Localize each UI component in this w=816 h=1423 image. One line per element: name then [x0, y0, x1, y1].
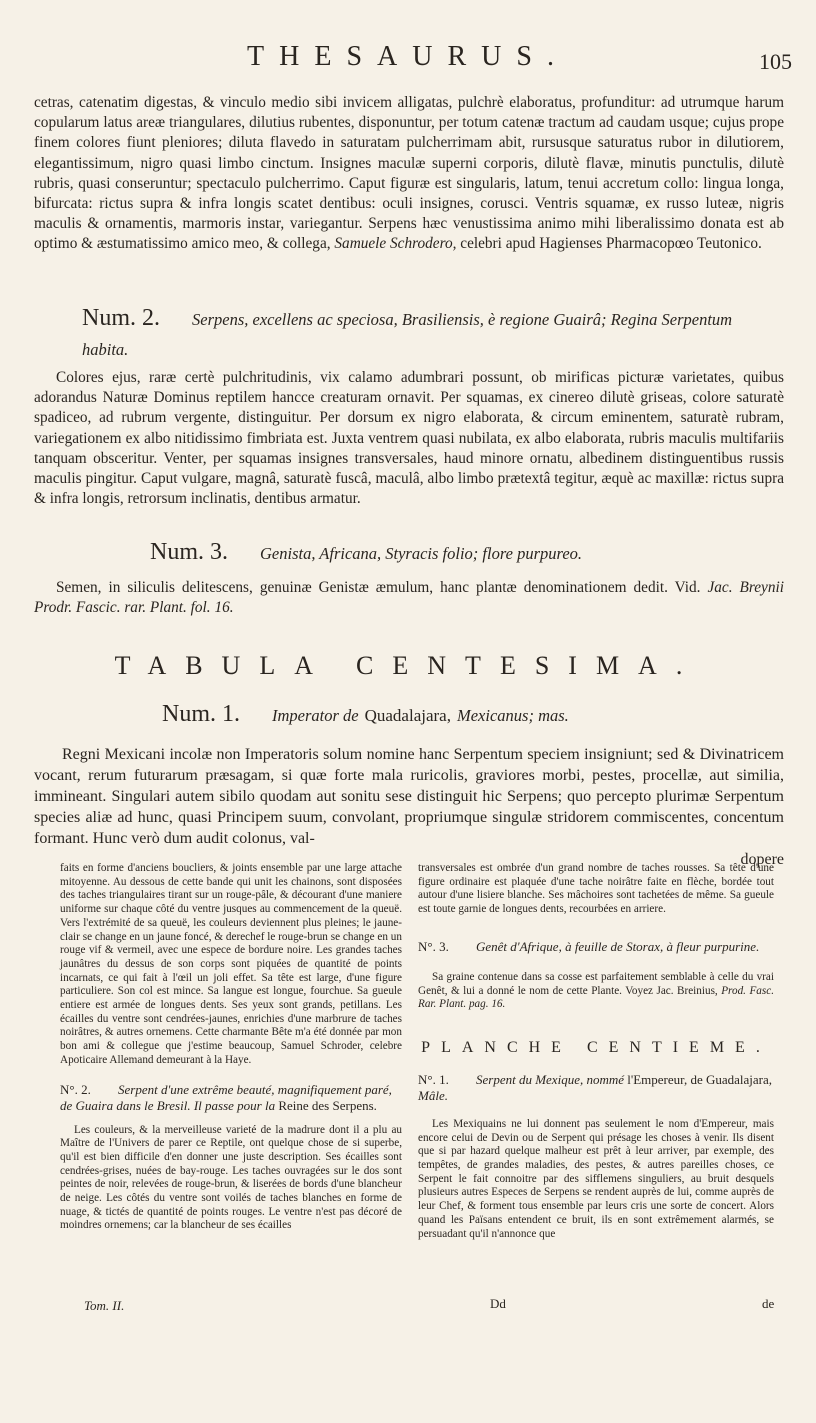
french-left-text1: faits en forme d'anciens boucliers, & joints ensemble par une large attache mitoyenne. Au dessous de cette bande qui unit les chainons, sont disposées des taches triangulaires tirant sur un rouge-pâle, & décourant d'une maniere uniforme sur chaque côté du ventre jusques au commencement de la queuë. Vers l'extrémité de sa queuë, les couleurs deviennent plus pleines; le jaune-clair se change en un jaune foncé, & derechef le rouge-brun se change en un rouge vif & vermeil, avec une espece de bordure noire. Les grandes taches jaunâtres du dessus de son corps sont piquées de quantité de points incarnats, ce qui fait à l'œil un joli effet. Sa tête est large, d'une figure particuliere. Son col est mince. Sa langue est longue, fourchue. Sa gueule entiere est armée de longues dents. Ses yeux sont grands, petillans. Les écailles du ventre sont cendrées-jaunes, enrichies d'une marbrure de taches noirâtres, & autres ornemens. Cette charmante Bête m'a été donnée par mon bon ami & collegue que j'estime beaucoup, Samuel Schroder, celebre Apoticaire Allemand demeurant à la Haye.	[60, 862, 402, 1066]
tabula-title: TABULA CENTESIMA.	[114, 651, 702, 680]
french-n1-title-d: Mâle.	[418, 1087, 448, 1103]
french-n2-title-a: Serpent d'une extrême beauté, magnifiquement paré, de Guaira dans le Bresil. Il passe pour la	[60, 1081, 392, 1113]
num3-heading	[150, 538, 790, 568]
volume-mark: Tom. II.	[84, 1298, 125, 1313]
tabula-num1-title-a: Imperator de	[272, 706, 359, 725]
french-n2-label: N°. 2.	[60, 1081, 91, 1097]
latin-intro-signature: Samuele Schrodero,	[334, 235, 457, 253]
tabula-paragraph	[34, 744, 784, 870]
planche-title: PLANCHE CENTIEME.	[421, 1038, 771, 1056]
tabula-catchword: dopere	[740, 851, 784, 868]
latin-intro-tail: celebri apud Hagienses Pharmacopœo Teutonico.	[460, 235, 762, 253]
num3-paragraph	[34, 578, 784, 618]
french-n3-label: N°. 3.	[418, 938, 449, 954]
tabula-text: Regni Mexicani incolæ non Imperatoris solum nomine hanc Serpentum speciem insigniunt; sed & Divinatricem vocant, rerum futurarum præsagam, si quæ forte mala ruricolis, graviores morbi, pestes, procellæ, aut similia, immineant. Singulari autem sibilo quodam aut sonitu sese distinguit hic Serpens; quo percepto plurimæ Serpentum species aliæ ad hunc, quasi Principem suum, convolant, propriumque singulæ stridorem commiscentes, concentum formant. Hunc verò dum audit colonus, val-	[34, 746, 784, 847]
french-n1-title-a: Serpent du Mexique, nommé	[476, 1071, 625, 1087]
num2-title: Serpens, excellens ac speciosa, Brasiliensis, è regione Guairâ; Regina Serpentum habita.	[82, 310, 733, 359]
french-left-column	[60, 862, 402, 1233]
french-n3-heading	[418, 939, 774, 955]
french-n1-title-b: l'Empereur,	[627, 1071, 688, 1087]
num3-reference: Jac. Breynii Prodr. Fascic. rar. Plant. fol. 16.	[34, 579, 784, 617]
tabula-num1-label: Num. 1.	[162, 701, 240, 727]
french-n1-heading	[418, 1072, 774, 1104]
latin-intro-text: cetras, catenatim digestas, & vinculo medio sibi invicem alligatas, pulchrè elaboratus, profunditur: ad utrumque harum copularum latus areæ triangulares, dilutius rubentes, disponuntur, per totum catenæ tractum ad caudam usque; cujus prope finem colores fiunt pleniores; diluta flavedo in saturatam pulcherrimam abit, rursusque saturatus rubor in dilutiorem, elegantissimum, nigro quasi limbo cinctum. Insignes maculæ superni corporis, dilutè flavæ, minutis punctulis, dilutè rubris, quasi conseruntur; spectaculo pulcherrimo. Caput figuræ est singularis, latum, tenui accretum collo: lingua longa, bifurcata: rictus supra & infra longis scatet dentibus: oculi insignes, corusci. Ventris squamæ, ex russo luteæ, nigris maculis & ornamentis, marmoris instar, variegantur. Serpens hæc venustissima animo mihi liberalissimo donata est ab optimo & æstumatissimo amico meo, & collega,	[34, 94, 784, 253]
french-right-text1: transversales est ombrée d'un grand nombre de taches rousses. Sa tête d'une figure ordinaire est plaquée d'une tache noirâtre faite en flèche, bordée tout autour d'une lisiere blanche. Ses mâchoires sont tachetées de même. Sa gueule est toute garnie de longues dents, recourbées en arriere.	[418, 862, 774, 916]
running-head-title: THESAURUS.	[247, 41, 569, 72]
french-right-column	[418, 862, 774, 1241]
french-n3-title: Genêt d'Afrique, à feuille de Storax, à fleur purpurine.	[476, 938, 760, 954]
latin-intro-paragraph	[34, 93, 784, 255]
num2-text: Colores ejus, raræ certè pulchritudinis, vix calamo adumbrari possunt, ob mirificas picturæ varietates, quibus adorandus Naturæ Dominus reptilem hancce creaturam ornavit. Per squamas, ex cinereo dilutè griseas, colore saturatè spadiceo, ad rubrum vergente, distinguitur. Per dorsum ex nigro elaborata, & circum eminentem, saturatè rubram, variegationem ex albo nitidissimo fimbriata est. Juxta ventrem quasi nubilata, ex albo elaborata, rubris maculis multifariis tanquam obsceritur. Venter, per squamas insignes transversales, haud minore ornatu, albedinem distinguentibus russis maculis pingitur. Caput vulgare, magnâ, saturatè fuscâ, maculâ, albo limbo prætextâ tegitur, æquè ac maxillæ: rictus supra & infra longis, retrorsum inclinatis, dentibus armatur.	[34, 369, 784, 508]
french-n1-label: N°. 1.	[418, 1071, 449, 1087]
num2-label: Num. 2.	[82, 305, 160, 331]
num2-heading	[82, 304, 742, 364]
french-left-text2: Les couleurs, & la merveilleuse varieté de la madrure dont il a plu au Maître de l'Univers de parer ce Reptile, ont quelque chose de si superbe, qu'il est bien difficile d'en donner une juste description. Ses écailles sont cendrées-grises, nuées de bay-rouge. Les taches ouvragées sur le dos sont peintes de noir, relevées de rouge-brun, & liserées de bords d'une blancheur de neige. Les côtés du ventre sont voilés de taches blanches en forme de nuage, & tictés de quantité de points rouges. Le ventre n'est pas décoré de moindres ornemens; car la blancheur de ses écailles	[60, 1123, 402, 1232]
signature-mark: Dd	[490, 1296, 506, 1311]
tabula-num1-title-b: Quadalajara,	[364, 706, 451, 725]
french-n3-reference: Prod. Fasc. Rar. Plant. pag. 16.	[418, 984, 774, 1011]
num3-text: Semen, in siliculis delitescens, genuinæ Genistæ æmulum, hanc plantæ denominationem dedit. Vid.	[56, 579, 701, 596]
french-n1-title-c: de Guadalajara,	[690, 1071, 773, 1087]
num3-label: Num. 3.	[150, 539, 228, 565]
tabula-num1-title-c: Mexicanus; mas.	[456, 706, 569, 725]
num2-paragraph	[34, 368, 784, 509]
footer-catchword: de	[762, 1296, 775, 1311]
num3-title: Genista, Africana, Styracis folio; flore purpureo.	[260, 544, 583, 563]
french-right-text3: Les Mexiquains ne lui donnent pas seulement le nom d'Empereur, mais encore celui de Devin ou de Serpent qui présage les choses à venir. Ils disent que si par hazard quelque malheur est prêt à leur arriver, par exemple, des tempêtes, de grandes maladies, des pestes, & autres pareilles choses, ce Serpent le fait connoitre par des sifflemens singuliers, au bruit desquels plusieurs autres Especes de Serpens se rendent auprès de lui, comme auprès de leur Chef, & forment tous ensemble par leurs cris une sorte de concert. Alors quand les Païsans entendent ce bruit, ils en sont extrêmement alarmés, se persuadant qu'il n'annonce que	[418, 1117, 774, 1240]
french-n2-heading	[60, 1082, 402, 1114]
page-number: 105	[759, 49, 792, 74]
french-n2-title-b: Reine des Serpens.	[278, 1097, 377, 1113]
french-right-text2: Sa graine contenue dans sa cosse est parfaitement semblable à celle du vrai Genêt, & lui a donné le nom de cette Plante. Voyez Jac. Breinius,	[418, 970, 774, 997]
tabula-num1-heading	[162, 700, 762, 730]
